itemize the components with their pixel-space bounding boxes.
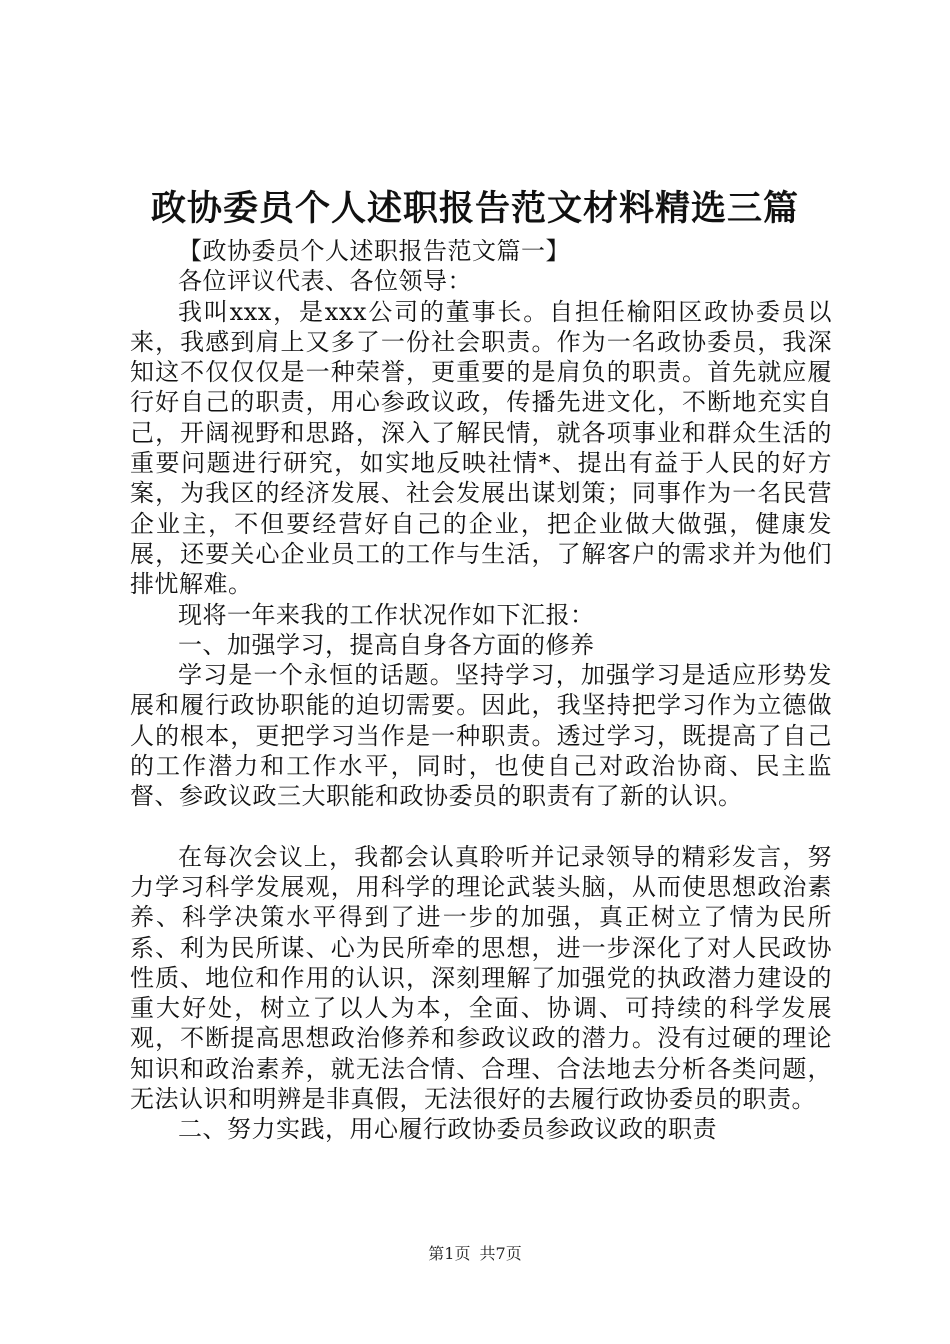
body-paragraph: 我叫xxx，是xxx公司的董事长。自担任榆阳区政协委员以来，我感到肩上又多了一份社会职责。作为一名政协委员，我深知这不仅仅仅是一种荣誉，更重要的是肩负的职责。首先就应履行好自己的职责，用心参政议政，传播先进文化，不断地充实自己，开阔视野和思路，深入了解民情，就各项事业和群众生活的重要问题进行研究，如实地反映社情*、提出有益于人民的好方案，为我区的经济发展、社会发展出谋划策；同事作为一名民营企业主，不但要经营好自己的企业，把企业做大做强，健康发展，还要关心企业员工的工作与生活，了解客户的需求并为他们排忧解难。: [130, 297, 832, 599]
body-paragraph: 现将一年来我的工作状况作如下汇报：: [178, 600, 595, 629]
page-number: 第1页: [428, 1244, 471, 1263]
body-paragraph: 在每次会议上，我都会认真聆听并记录领导的精彩发言，努力学习科学发展观，用科学的理论武装头脑，从而使思想政治素养、科学决策水平得到了进一步的加强，真正树立了情为民所系、利为民所谋、心为民所牵的思想，进一步深化了对人民政协性质、地位和作用的认识，深刻理解了加强党的执政潜力建设的重大好处，树立了以人为本，全面、协调、可持续的科学发展观，不断提高思想政治修养和参政议政的潜力。没有过硬的理论知识和政治素养，就无法合情、合理、合法地去分析各类问题，无法认识和明辨是非真假，无法很好的去履行政协委员的职责。: [130, 842, 832, 1114]
page-total: 共7页: [479, 1244, 522, 1263]
salutation: 各位评议代表、各位领导：: [178, 267, 472, 296]
body-paragraph: 学习是一个永恒的话题。坚持学习，加强学习是适应形势发展和履行政协职能的迫切需要。因此，我坚持把学习作为立德做人的根本，更把学习当作是一种职责。透过学习，既提高了自己的工作潜力和工作水平，同时，也使自己对政治协商、民主监督、参政议政三大职能和政协委员的职责有了新的认识。: [130, 661, 832, 811]
document-body: [130, 236, 832, 1145]
document-title: 政协委员个人述职报告范文材料精选三篇: [150, 189, 799, 229]
section-heading: 【政协委员个人述职报告范文篇一】: [178, 237, 570, 265]
section-heading: 一、加强学习，提高自身各方面的修养: [178, 630, 595, 659]
page-footer: [0, 1244, 950, 1264]
paragraph-spacer: [130, 812, 832, 842]
section-heading: 二、努力实践，用心履行政协委员参政议政的职责: [178, 1115, 717, 1144]
